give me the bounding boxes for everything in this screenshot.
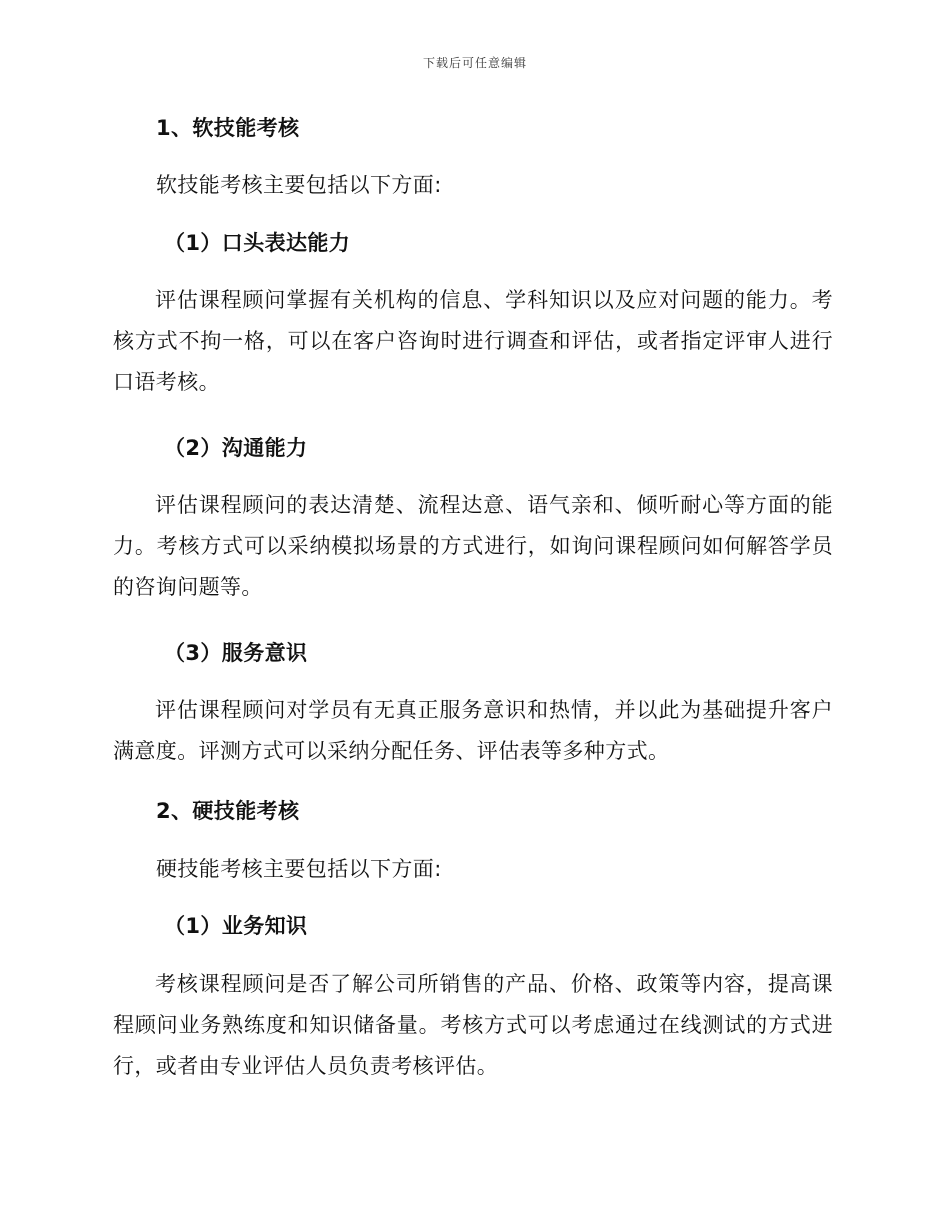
- section-2-heading: 2、硬技能考核: [156, 799, 300, 823]
- section-1-3-heading: （3）服务意识: [164, 641, 308, 665]
- section-2-1-paragraph: 考核课程顾问是否了解公司所销售的产品、价格、政策等内容，提高课程顾问业务熟练度和知识储备量。考核方式可以考虑通过在线测试的方式进行，或者由专业评估人员负责考核评估。: [113, 972, 833, 1078]
- section-1-intro: 软技能考核主要包括以下方面:: [156, 173, 442, 197]
- section-1-2-heading: （2）沟通能力: [164, 436, 308, 460]
- section-1-heading: 1、软技能考核: [156, 116, 300, 140]
- section-1-1-heading: （1）口头表达能力: [164, 231, 351, 255]
- section-1-2-paragraph: 评估课程顾问的表达清楚、流程达意、语气亲和、倾听耐心等方面的能力。考核方式可以采纳模拟场景的方式进行，如询问课程顾问如何解答学员的咨询问题等。: [113, 493, 833, 599]
- section-2-1-heading: （1）业务知识: [164, 914, 308, 938]
- section-1-3-paragraph: 评估课程顾问对学员有无真正服务意识和热情，并以此为基础提升客户满意度。评测方式可以采纳分配任务、评估表等多种方式。: [113, 698, 833, 763]
- section-2-intro: 硬技能考核主要包括以下方面:: [156, 857, 442, 881]
- section-1-1-paragraph: 评估课程顾问掌握有关机构的信息、学科知识以及应对问题的能力。考核方式不拘一格，可以在客户咨询时进行调查和评估，或者指定评审人进行口语考核。: [113, 288, 833, 394]
- header-note: 下载后可任意编辑: [422, 56, 527, 70]
